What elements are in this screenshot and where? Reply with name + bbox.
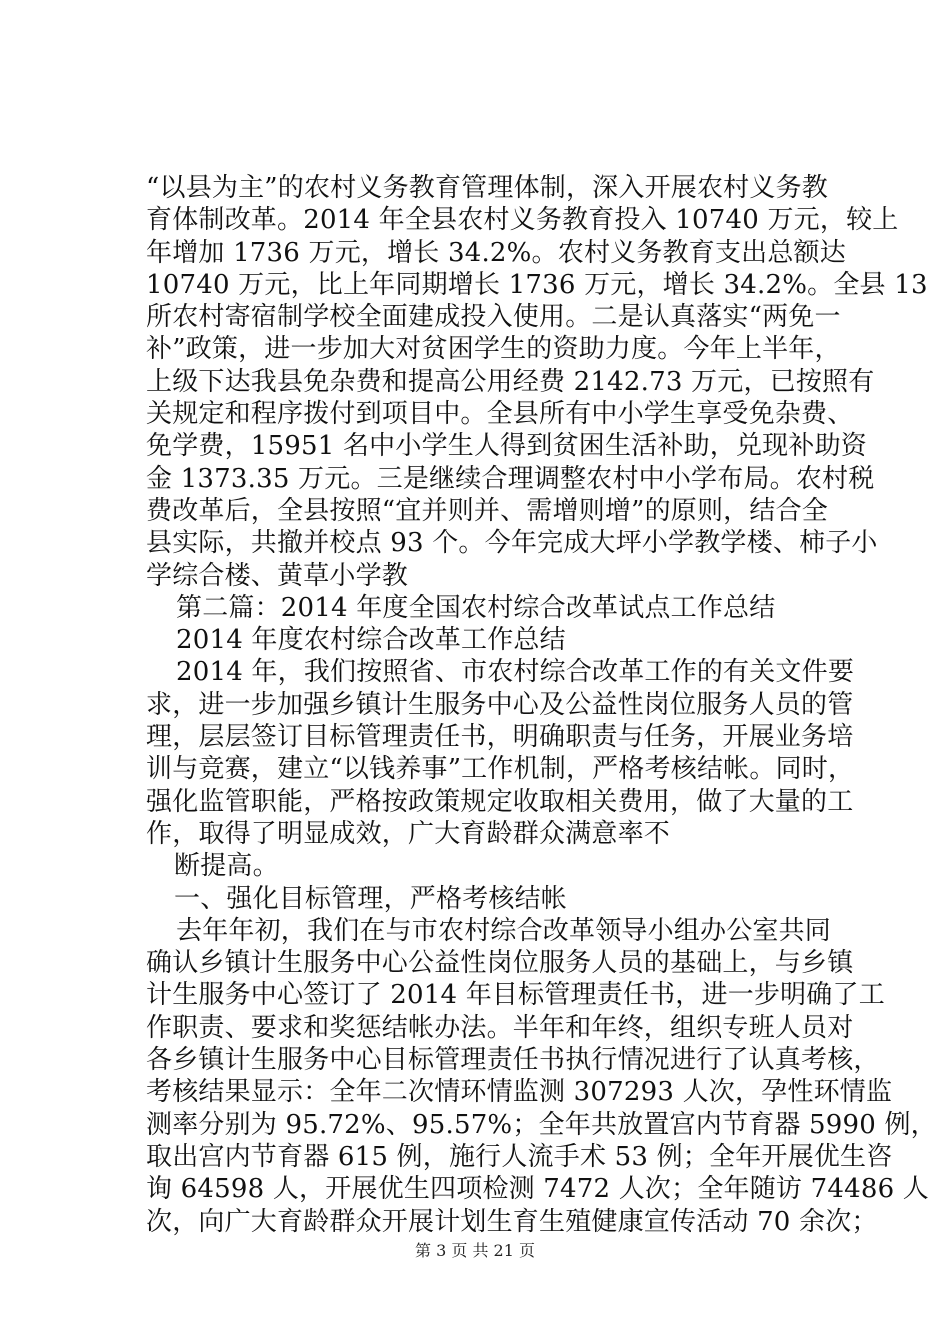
text-line: 各乡镇计生服务中心目标管理责任书执行情况进行了认真考核， [146, 1045, 880, 1076]
text-line: 金 1373.35 万元。三是继续合理调整农村中小学布局。农村税 [146, 463, 875, 494]
text-line: 次，向广大育龄群众开展计划生育生殖健康宣传活动 70 余次； [146, 1206, 878, 1237]
text-line: 强化监管职能，严格按政策规定收取相关费用，做了大量的工 [146, 786, 854, 817]
text-line: 学综合楼、黄草小学教 [146, 560, 409, 591]
text-line: 去年年初，我们在与市农村综合改革领导小组办公室共同 [176, 915, 832, 946]
text-line: 断提高。 [174, 851, 279, 882]
text-line: 关规定和程序拨付到项目中。全县所有中小学生享受免杂费、 [146, 399, 854, 430]
text-line: 所农村寄宿制学校全面建成投入使用。二是认真落实“两免一 [146, 302, 841, 333]
text-line: 补”政策，进一步加大对贫困学生的资助力度。今年上半年， [146, 334, 841, 365]
text-line: 上级下达我县免杂费和提高公用经费 2142.73 万元，已按照有 [146, 366, 875, 397]
text-line: 测率分别为 95.72%、95.57%；全年共放置宫内节育器 5990 例， [146, 1109, 937, 1140]
document-title: 2014 年度农村综合改革工作总结 [176, 625, 566, 656]
text-line: 育体制改革。2014 年全县农村义务教育投入 10740 万元，较上 [146, 205, 899, 236]
text-line: 免学费，15951 名中小学生人得到贫困生活补助，兑现补助资 [146, 431, 867, 462]
text-line: 取出宫内节育器 615 例，施行人流手术 53 例；全年开展优生咨 [146, 1141, 893, 1172]
text-line: 作职责、要求和奖惩结帐办法。半年和年终，组织专班人员对 [146, 1012, 854, 1043]
text-line: “以县为主”的农村义务教育管理体制，深入开展农村义务教 [146, 173, 828, 203]
text-line: 询 64598 人，开展优生四项检测 7472 人次；全年随访 74486 人 [146, 1174, 929, 1205]
text-line: 确认乡镇计生服务中心公益性岗位服务人员的基础上，与乡镇 [146, 948, 854, 979]
text-line: 年增加 1736 万元，增长 34.2%。农村义务教育支出总额达 [146, 237, 846, 268]
text-line: 考核结果显示：全年二次情环情监测 307293 人次，孕性环情监 [146, 1077, 893, 1108]
text-line: 费改革后，全县按照“宜并则并、需增则增”的原则，结合全 [146, 495, 828, 526]
section-heading: 第二篇：2014 年度全国农村综合改革试点工作总结 [176, 592, 776, 623]
text-line: 理，层层签订目标管理责任书，明确职责与任务，开展业务培 [146, 722, 854, 753]
text-line: 训与竞赛，建立“以钱养事”工作机制，严格考核结帐。同时， [146, 754, 855, 785]
text-line: 10740 万元，比上年同期增长 1736 万元，增长 34.2%。全县 13 [146, 269, 928, 300]
document-body [146, 172, 937, 1238]
page-number: 第 3 页 共 21 页 [415, 1241, 535, 1260]
text-line: 2014 年，我们按照省、市农村综合改革工作的有关文件要 [176, 657, 855, 688]
text-line: 县实际，共撤并校点 93 个。今年完成大坪小学教学楼、柿子小 [146, 528, 878, 559]
text-line: 求，进一步加强乡镇计生服务中心及公益性岗位服务人员的管 [146, 689, 854, 720]
text-line: 计生服务中心签订了 2014 年目标管理责任书，进一步明确了工 [146, 980, 885, 1011]
section-heading: 一、强化目标管理，严格考核结帐 [174, 883, 568, 914]
text-line: 作，取得了明显成效，广大育龄群众满意率不 [146, 818, 671, 849]
